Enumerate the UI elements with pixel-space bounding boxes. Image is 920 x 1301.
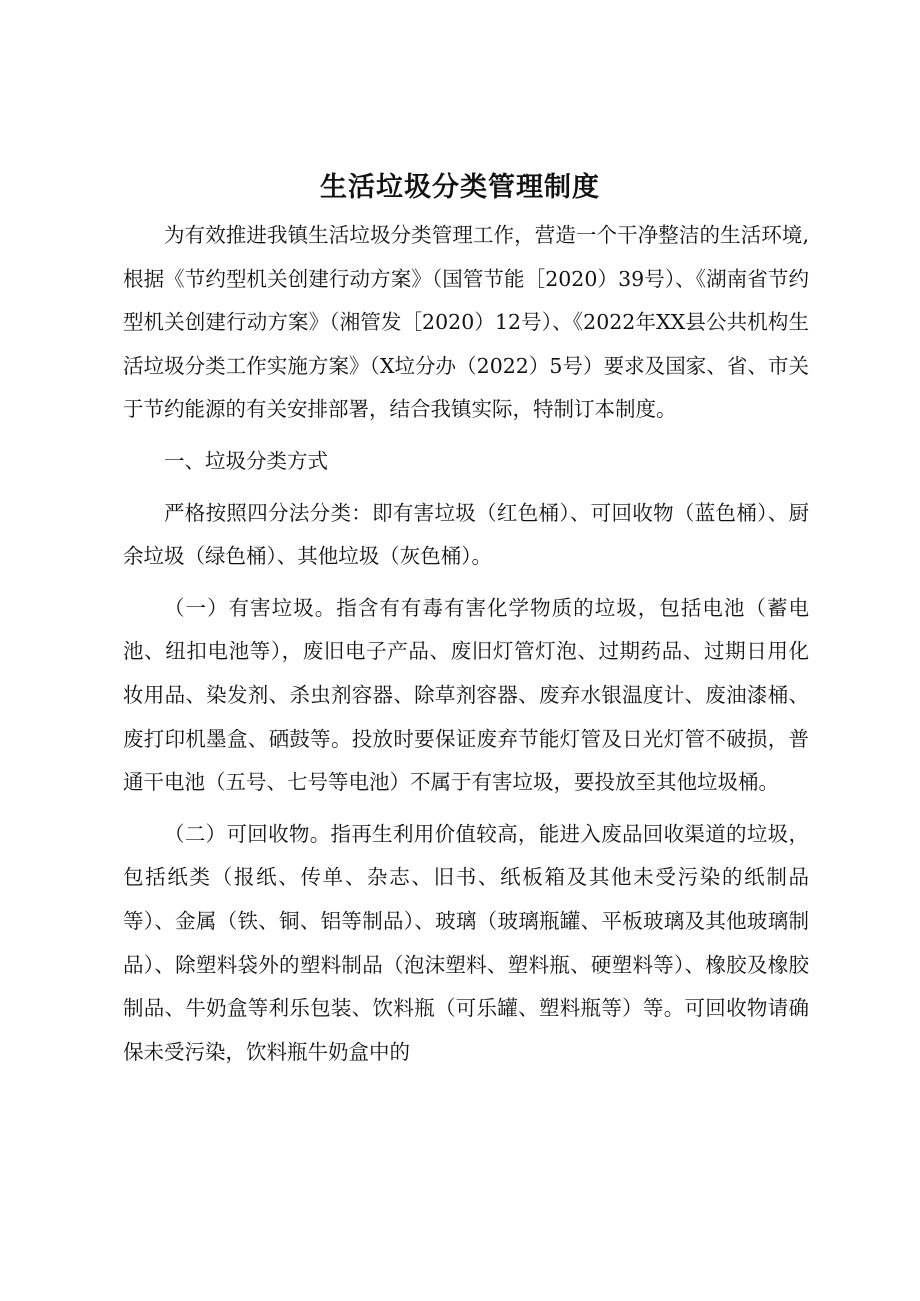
section-heading: 一、垃圾分类方式 <box>164 448 328 473</box>
classification-paragraph: 严格按照四分法分类：即有害垃圾（红色桶）、可回收物（蓝色桶）、厨余垃圾（绿色桶）、其他垃圾（灰色桶）。 <box>123 500 809 569</box>
recyclables-paragraph: （二）可回收物。指再生利用价值较高，能进入废品回收渠道的垃圾，包括纸类（报纸、传单、杂志、旧书、纸板箱及其他未受污染的纸制品等）、金属（铁、铜、铝等制品）、玻璃（玻璃瓶罐、平板玻璃及其他玻璃制品）、除塑料袋外的塑料制品（泡沫塑料、塑料瓶、硬塑料等）、橡胶及橡胶制品、牛奶盒等利乐包装、饮料瓶（可乐罐、塑料瓶等）等。可回收物请确保未受污染，饮料瓶牛奶盒中的 <box>123 821 809 1064</box>
hazardous-waste-paragraph: （一）有害垃圾。指含有有毒有害化学物质的垃圾，包括电池（蓄电池、纽扣电池等），废旧电子产品、废旧灯管灯泡、过期药品、过期日用化妆用品、染发剂、杀虫剂容器、除草剂容器、废弃水银温度计、废油漆桶、废打印机墨盒、硒鼓等。投放时要保证废弃节能灯管及日光灯管不破损，普通干电池（五号、七号等电池）不属于有害垃圾，要投放至其他垃圾桶。 <box>123 595 809 795</box>
intro-paragraph: 为有效推进我镇生活垃圾分类管理工作，营造一个干净整洁的生活环境,根据《节约型机关创建行动方案》（国管节能［2020）39号）、《湖南省节约型机关创建行动方案》（湘管发［2020）12号）、《2022年XX县公共机构生活垃圾分类工作实施方案》（X垃分办（2022）5号）要求及国家、省、市关于节约能源的有关安排部署，结合我镇实际，特制订本制度。 <box>123 223 809 422</box>
document-title: 生活垃圾分类管理制度 <box>320 172 600 203</box>
document-body <box>123 214 809 1074</box>
